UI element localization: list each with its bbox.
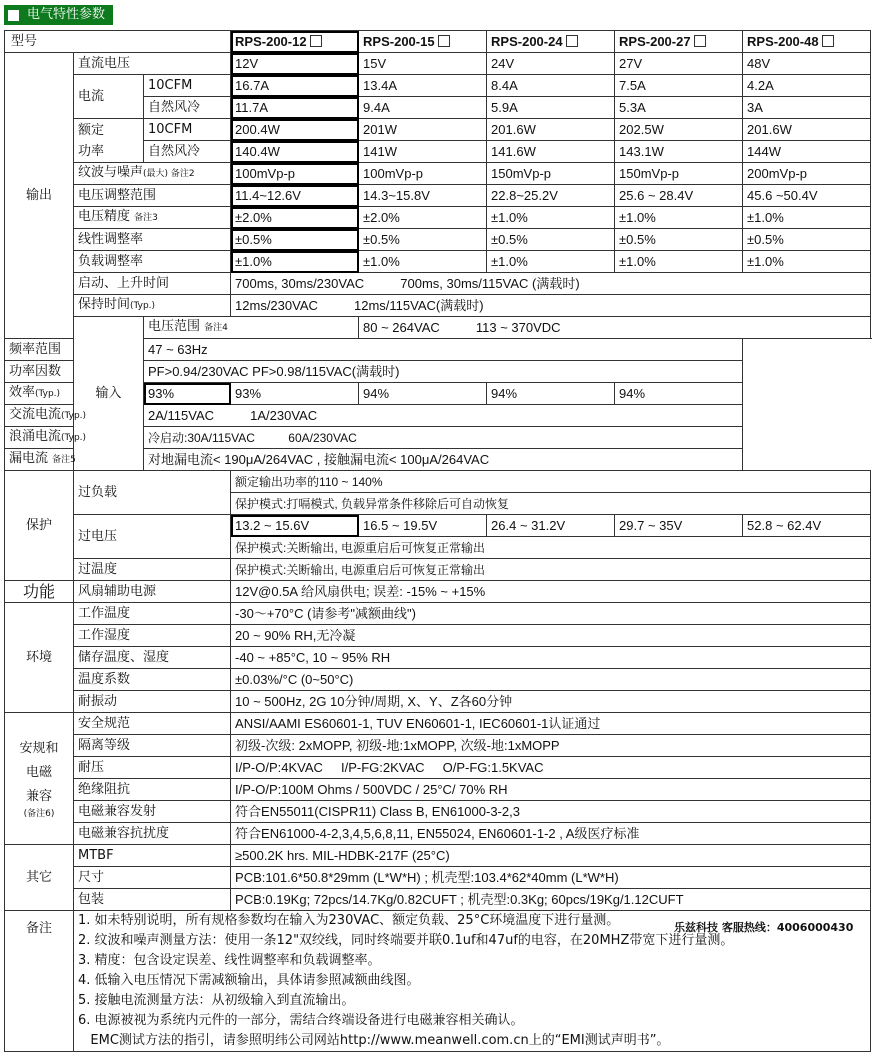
hotline-text: 乐兹科技 客服热线：4006000430	[674, 921, 854, 934]
table-row	[5, 845, 871, 867]
cell: ±1.0%	[743, 207, 871, 229]
cell: 100mVp-p	[359, 163, 487, 185]
table-row	[5, 669, 871, 691]
cell: ≥500.2K hrs. MIL-HDBK-217F (25°C)	[231, 845, 871, 867]
table-row	[5, 427, 871, 449]
model-cell: RPS-200-24	[487, 31, 615, 53]
cell: 11.4~12.6V	[231, 185, 359, 207]
cell: 144W	[743, 141, 871, 163]
row-label: 温度系数	[74, 669, 231, 691]
table-row	[5, 735, 871, 757]
cell: 201W	[359, 119, 487, 141]
table-row	[5, 75, 871, 97]
row-label: 尺寸	[74, 867, 231, 889]
note-item: 4. 低输入电压情况下需减额输出，具体请参照减额曲线图。	[78, 973, 420, 988]
table-row	[5, 229, 871, 251]
cell: ±2.0%	[231, 207, 359, 229]
table-row	[5, 823, 871, 845]
cell: 12V	[231, 53, 359, 75]
table-row	[5, 889, 871, 911]
model-cell: RPS-200-15	[359, 31, 487, 53]
cell: 4.2A	[743, 75, 871, 97]
cell: 94%	[359, 383, 487, 405]
cell: 初级-次级: 2xMOPP, 初级-地:1xMOPP, 次级-地:1xMOPP	[231, 735, 871, 757]
cell: ±1.0%	[743, 251, 871, 273]
sub-label: 10CFM	[144, 119, 231, 141]
note-item: 1. 如未特别说明，所有规格参数均在输入为230VAC、额定负载、25°C环境温度下进行量测。	[78, 913, 620, 928]
cell: 13.2 ~ 15.6V	[231, 515, 359, 537]
cell: 26.4 ~ 31.2V	[487, 515, 615, 537]
cell: PF>0.94/230VAC PF>0.98/115VAC(满载时)	[144, 361, 743, 383]
table-row	[5, 339, 871, 361]
sub-label: 自然风冷	[144, 97, 231, 119]
cell: 9.4A	[359, 97, 487, 119]
cell: 符合EN55011(CISPR11) Class B, EN61000-3-2,3	[231, 801, 871, 823]
cell: 22.8~25.2V	[487, 185, 615, 207]
cell: 700ms, 30ms/230VAC 700ms, 30ms/115VAC (满载时)	[231, 273, 871, 295]
row-label: 交流电流(Typ.)	[5, 405, 144, 427]
cell: 100mVp-p	[231, 163, 359, 185]
cell: ±1.0%	[487, 251, 615, 273]
row-label: 隔离等级	[74, 735, 231, 757]
note-item: 6. 电源被视为系统内元件的一部分，需结合终端设备进行电磁兼容相关确认。	[78, 1013, 524, 1028]
row-label: 线性调整率	[74, 229, 231, 251]
cell: ±1.0%	[231, 251, 359, 273]
row-label: 绝缘阻抗	[74, 779, 231, 801]
table-row	[5, 625, 871, 647]
cell: 2A/115VAC 1A/230VAC	[144, 405, 743, 427]
row-label: 包装	[74, 889, 231, 911]
table-row	[5, 559, 871, 581]
cell: -30～+70°C (请参考"减额曲线")	[231, 603, 871, 625]
table-row	[5, 317, 871, 339]
cell: ±1.0%	[615, 207, 743, 229]
cell: ANSI/AAMI ES60601-1, TUV EN60601-1, IEC60601-1认证通过	[231, 713, 871, 735]
cell: ±1.0%	[487, 207, 615, 229]
cell: 201.6W	[487, 119, 615, 141]
table-row	[5, 801, 871, 823]
group-safety: 安规和 电磁 兼容 (备注6)	[5, 713, 74, 845]
group-others: 其它	[5, 845, 74, 911]
cell: 3A	[743, 97, 871, 119]
cell: -40 ~ +85°C, 10 ~ 95% RH	[231, 647, 871, 669]
cell: ±0.03%/°C (0~50°C)	[231, 669, 871, 691]
cell: 94%	[487, 383, 615, 405]
group-notes: 备注	[5, 911, 74, 1052]
cell: 140.4W	[231, 141, 359, 163]
row-label: 功率因数	[5, 361, 144, 383]
table-row	[5, 251, 871, 273]
row-label: 工作温度	[74, 603, 231, 625]
section-header	[4, 5, 113, 25]
cell: 对地漏电流< 190μA/264VAC , 接触漏电流< 100μA/264VAC	[144, 449, 743, 471]
cell: ±0.5%	[231, 229, 359, 251]
row-label: 电压范围 备注4	[144, 317, 359, 339]
table-row	[5, 647, 871, 669]
table-row	[5, 119, 871, 141]
cell: 47 ~ 63Hz	[144, 339, 743, 361]
row-label: 电流	[74, 75, 144, 119]
row-label: 电磁兼容抗扰度	[74, 823, 231, 845]
note-item: 2. 纹波和噪声测量方法：使用一条12"双绞线，同时终端要并联0.1uf和47uf的电容，在20MHZ带宽下进行量测。	[78, 933, 734, 948]
row-label: 安全规范	[74, 713, 231, 735]
row-label: 漏电流 备注5	[5, 449, 144, 471]
cell: ±1.0%	[615, 251, 743, 273]
row-label: 效率(Typ.)	[5, 383, 144, 405]
table-row	[5, 515, 871, 537]
note-item: 5. 接触电流测量方法：从初级输入到直流输出。	[78, 993, 355, 1008]
cell: 143.1W	[615, 141, 743, 163]
table-row	[5, 383, 871, 405]
row-label: 工作湿度	[74, 625, 231, 647]
cell: 80 ~ 264VAC 113 ~ 370VDC	[359, 317, 871, 339]
row-label: 启动、上升时间	[74, 273, 231, 295]
cell: 20 ~ 90% RH,无冷凝	[231, 625, 871, 647]
cell: ±0.5%	[487, 229, 615, 251]
row-label: 储存温度、湿度	[74, 647, 231, 669]
checkbox-icon[interactable]	[438, 35, 450, 47]
note-item: EMC测试方法的指引，请参照明纬公司网站http://www.meanwell.com.cn上的“EMI测试声明书”。	[78, 1033, 670, 1048]
cell: 7.5A	[615, 75, 743, 97]
cell: 93%	[144, 383, 231, 405]
cell: 24V	[487, 53, 615, 75]
cell: 5.3A	[615, 97, 743, 119]
cell: 93%	[231, 383, 359, 405]
table-row	[5, 603, 871, 625]
table-row	[5, 53, 871, 75]
cell: 15V	[359, 53, 487, 75]
cell: 额定输出功率的110 ~ 140%	[231, 471, 871, 493]
cell: 10 ~ 500Hz, 2G 10分钟/周期, X、Y、Z各60分钟	[231, 691, 871, 713]
cell: ±2.0%	[359, 207, 487, 229]
cell: ±1.0%	[359, 251, 487, 273]
cell: 150mVp-p	[487, 163, 615, 185]
model-cell: RPS-200-12	[231, 31, 359, 53]
sub-label: 自然风冷	[144, 141, 231, 163]
cell: 200mVp-p	[743, 163, 871, 185]
model-cell: RPS-200-48	[743, 31, 871, 53]
cell: I/P-O/P:100M Ohms / 500VDC / 25°C/ 70% RH	[231, 779, 871, 801]
spec-table	[4, 30, 871, 1052]
checkbox-icon[interactable]	[822, 35, 834, 47]
table-row	[5, 361, 871, 383]
cell: 14.3~15.8V	[359, 185, 487, 207]
row-label: 风扇辅助电源	[74, 581, 231, 603]
table-row	[5, 757, 871, 779]
table-row	[5, 295, 871, 317]
row-label: MTBF	[74, 845, 231, 867]
note-item: 3. 精度：包含设定误差、线性调整率和负载调整率。	[78, 953, 381, 968]
cell: 5.9A	[487, 97, 615, 119]
row-label: 耐振动	[74, 691, 231, 713]
cell: 48V	[743, 53, 871, 75]
table-row	[5, 867, 871, 889]
section-title: 电气特性参数	[27, 7, 106, 22]
table-row	[5, 207, 871, 229]
cell: PCB:0.19Kg; 72pcs/14.7Kg/0.82CUFT ; 机壳型:0.3Kg; 60pcs/19Kg/1.12CUFT	[231, 889, 871, 911]
cell: 150mVp-p	[615, 163, 743, 185]
table-row	[5, 779, 871, 801]
row-label: 额定 功率	[74, 119, 144, 163]
model-cell: RPS-200-27	[615, 31, 743, 53]
row-label: 电磁兼容发射	[74, 801, 231, 823]
cell: 16.7A	[231, 75, 359, 97]
cell: 符合EN61000-4-2,3,4,5,6,8,11, EN55024, EN60601-1-2 , A级医疗标准	[231, 823, 871, 845]
cell: 25.6 ~ 28.4V	[615, 185, 743, 207]
group-function: 功能	[5, 581, 74, 603]
table-row	[5, 405, 871, 427]
header-square-icon	[8, 10, 19, 21]
model-label: 型号	[5, 31, 231, 53]
cell: 13.4A	[359, 75, 487, 97]
group-input: 输入	[74, 317, 144, 471]
row-label: 过负载	[74, 471, 231, 515]
row-label: 过温度	[74, 559, 231, 581]
group-protection: 保护	[5, 471, 74, 581]
row-label: 浪涌电流(Typ.)	[5, 427, 144, 449]
cell: 45.6 ~50.4V	[743, 185, 871, 207]
cell: 200.4W	[231, 119, 359, 141]
cell: ±0.5%	[615, 229, 743, 251]
checkbox-icon[interactable]	[566, 35, 578, 47]
cell: 94%	[615, 383, 743, 405]
cell: 29.7 ~ 35V	[615, 515, 743, 537]
table-row	[5, 713, 871, 735]
table-row	[5, 273, 871, 295]
cell: 141W	[359, 141, 487, 163]
cell: ±0.5%	[743, 229, 871, 251]
cell: ±0.5%	[359, 229, 487, 251]
group-environment: 环境	[5, 603, 74, 713]
table-row	[5, 185, 871, 207]
group-output: 输出	[5, 53, 74, 339]
cell: 保护模式:打嗝模式, 负载异常条件移除后可自动恢复	[231, 493, 871, 515]
row-label: 耐压	[74, 757, 231, 779]
cell: 8.4A	[487, 75, 615, 97]
checkbox-icon[interactable]	[694, 35, 706, 47]
cell: 冷启动:30A/115VAC 60A/230VAC	[144, 427, 743, 449]
row-label: 直流电压	[74, 53, 231, 75]
cell: 27V	[615, 53, 743, 75]
row-label: 纹波与噪声(最大) 备注2	[74, 163, 231, 185]
cell: 12ms/230VAC 12ms/115VAC(满载时)	[231, 295, 871, 317]
cell: 保护模式:关断输出, 电源重启后可恢复正常输出	[231, 537, 871, 559]
row-label: 频率范围	[5, 339, 144, 361]
table-row	[5, 581, 871, 603]
table-row	[5, 163, 871, 185]
row-label: 电压精度 备注3	[74, 207, 231, 229]
cell: 201.6W	[743, 119, 871, 141]
cell: 141.6W	[487, 141, 615, 163]
model-row	[5, 31, 871, 53]
cell: 12V@0.5A 给风扇供电; 误差: -15% ~ +15%	[231, 581, 871, 603]
row-label: 过电压	[74, 515, 231, 559]
table-row	[5, 691, 871, 713]
table-row	[5, 449, 871, 471]
row-label: 负载调整率	[74, 251, 231, 273]
sub-label: 10CFM	[144, 75, 231, 97]
row-label: 电压调整范围	[74, 185, 231, 207]
cell: 202.5W	[615, 119, 743, 141]
cell: PCB:101.6*50.8*29mm (L*W*H) ; 机壳型:103.4*62*40mm (L*W*H)	[231, 867, 871, 889]
cell: 16.5 ~ 19.5V	[359, 515, 487, 537]
cell: 保护模式:关断输出, 电源重启后可恢复正常输出	[231, 559, 871, 581]
row-label: 保持时间(Typ.)	[74, 295, 231, 317]
checkbox-icon[interactable]	[310, 35, 322, 47]
cell: 11.7A	[231, 97, 359, 119]
cell: I/P-O/P:4KVAC I/P-FG:2KVAC O/P-FG:1.5KVAC	[231, 757, 871, 779]
table-row	[5, 471, 871, 493]
cell: 52.8 ~ 62.4V	[743, 515, 871, 537]
